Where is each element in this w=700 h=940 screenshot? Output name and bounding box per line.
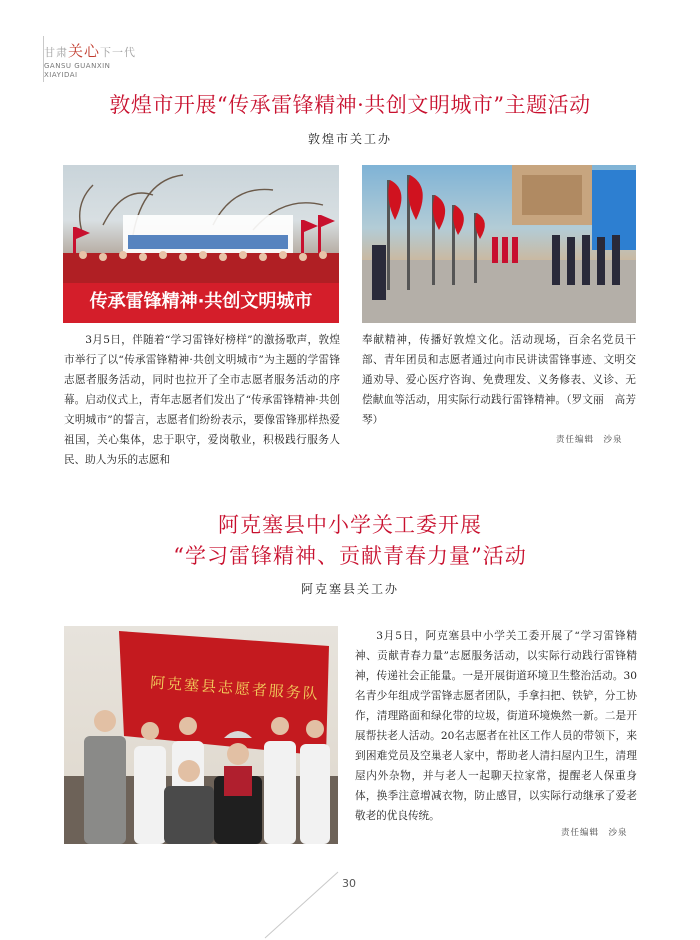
masthead [44,42,164,92]
logo-english-line2: XIAYIDAI [44,71,78,79]
article1-byline: 敦煌市关工办 [307,132,392,146]
article1-editor: 责任编辑 沙泉 [556,435,623,445]
logo-english-line1: GANSU GUANXIN [44,62,111,70]
article1-photo-group [63,165,339,323]
masthead-divider [43,36,44,82]
article1-title: 敦煌市开展“传承雷锋精神·共创文明城市”主题活动 [109,93,591,117]
article2-paragraph: 3月5日，阿克塞县中小学关工委开展了“学习雷锋精神、贡献青春力量”志愿服务活动，以实际行动践行雷锋精神，传递社会正能量。一是开展街道环境卫生整治活动。30名青少年组成学雷锋志愿者团队，手拿扫把、铁铲，分工协作，清理路面和绿化带的垃圾，街道环境焕然一新。二是开展帮扶老人活动。20名志愿者在社区工作人员的带领下，来到困难党员及空巢老人家中，帮助老人清扫屋内卫生，清理屋内外杂物，并与老人一起聊天拉家常，提醒老人保重身体，换季注意增减衣物，防止感冒，以实际行动继承了爱老敬老的优良传统。 [355,630,637,822]
footer-decoration [260,870,340,940]
article2-title-line2: “学习雷锋精神、贡献青春力量”活动 [173,544,527,568]
photo-banner-text: 传承雷锋精神·共创文明城市 [89,291,313,312]
street-event-illustration [362,165,636,323]
article1-photo-street [362,165,636,323]
magazine-logo [44,42,164,62]
article2-editor: 责任编辑 沙泉 [561,828,628,838]
article1-paragraph2: 奉献精神，传播好敦煌文化。活动现场，百余名党员干部、青年团员和志愿者通过向市民讲读雷锋事迹、文明交通劝导、爱心医疗咨询、免费理发、义务修表、义诊、无偿献血等活动，用实际行动践行雷锋精神。（罗文丽 高芳琴） [362,334,636,426]
article2-title-line1: 阿克塞县中小学关工委开展 [218,513,482,537]
logo-main-text: 关心 [68,42,101,60]
article1-body-column1 [64,330,340,470]
article2-byline: 阿克塞县关工办 [300,582,399,596]
volunteer-group-illustration [64,626,338,844]
photo-banner-text: 阿克塞县志愿者服务队 [149,673,321,704]
article1-body-column2 [362,330,636,430]
article2-photo [64,626,338,844]
article2-body [355,626,637,826]
page-number: 30 [342,877,356,890]
article1-paragraph1: 3月5日，伴随着“学习雷锋好榜样”的激扬歌声，敦煌市举行了以“传承雷锋精神·共创文明城市”为主题的学雷锋志愿者服务活动，同时也拉开了全市志愿者服务活动的序幕。启动仪式上，青年志愿者们发出了“传承雷锋精神·共创文明城市”的誓言，志愿者们纷纷表示，要像雷锋那样热爱祖国，关心集体，忠于职守，爱岗敬业，积极践行服务人民、助人为乐的志愿和 [64,334,340,466]
logo-prefix: 甘肃 [44,46,68,59]
logo-suffix: 下一代 [100,46,137,59]
